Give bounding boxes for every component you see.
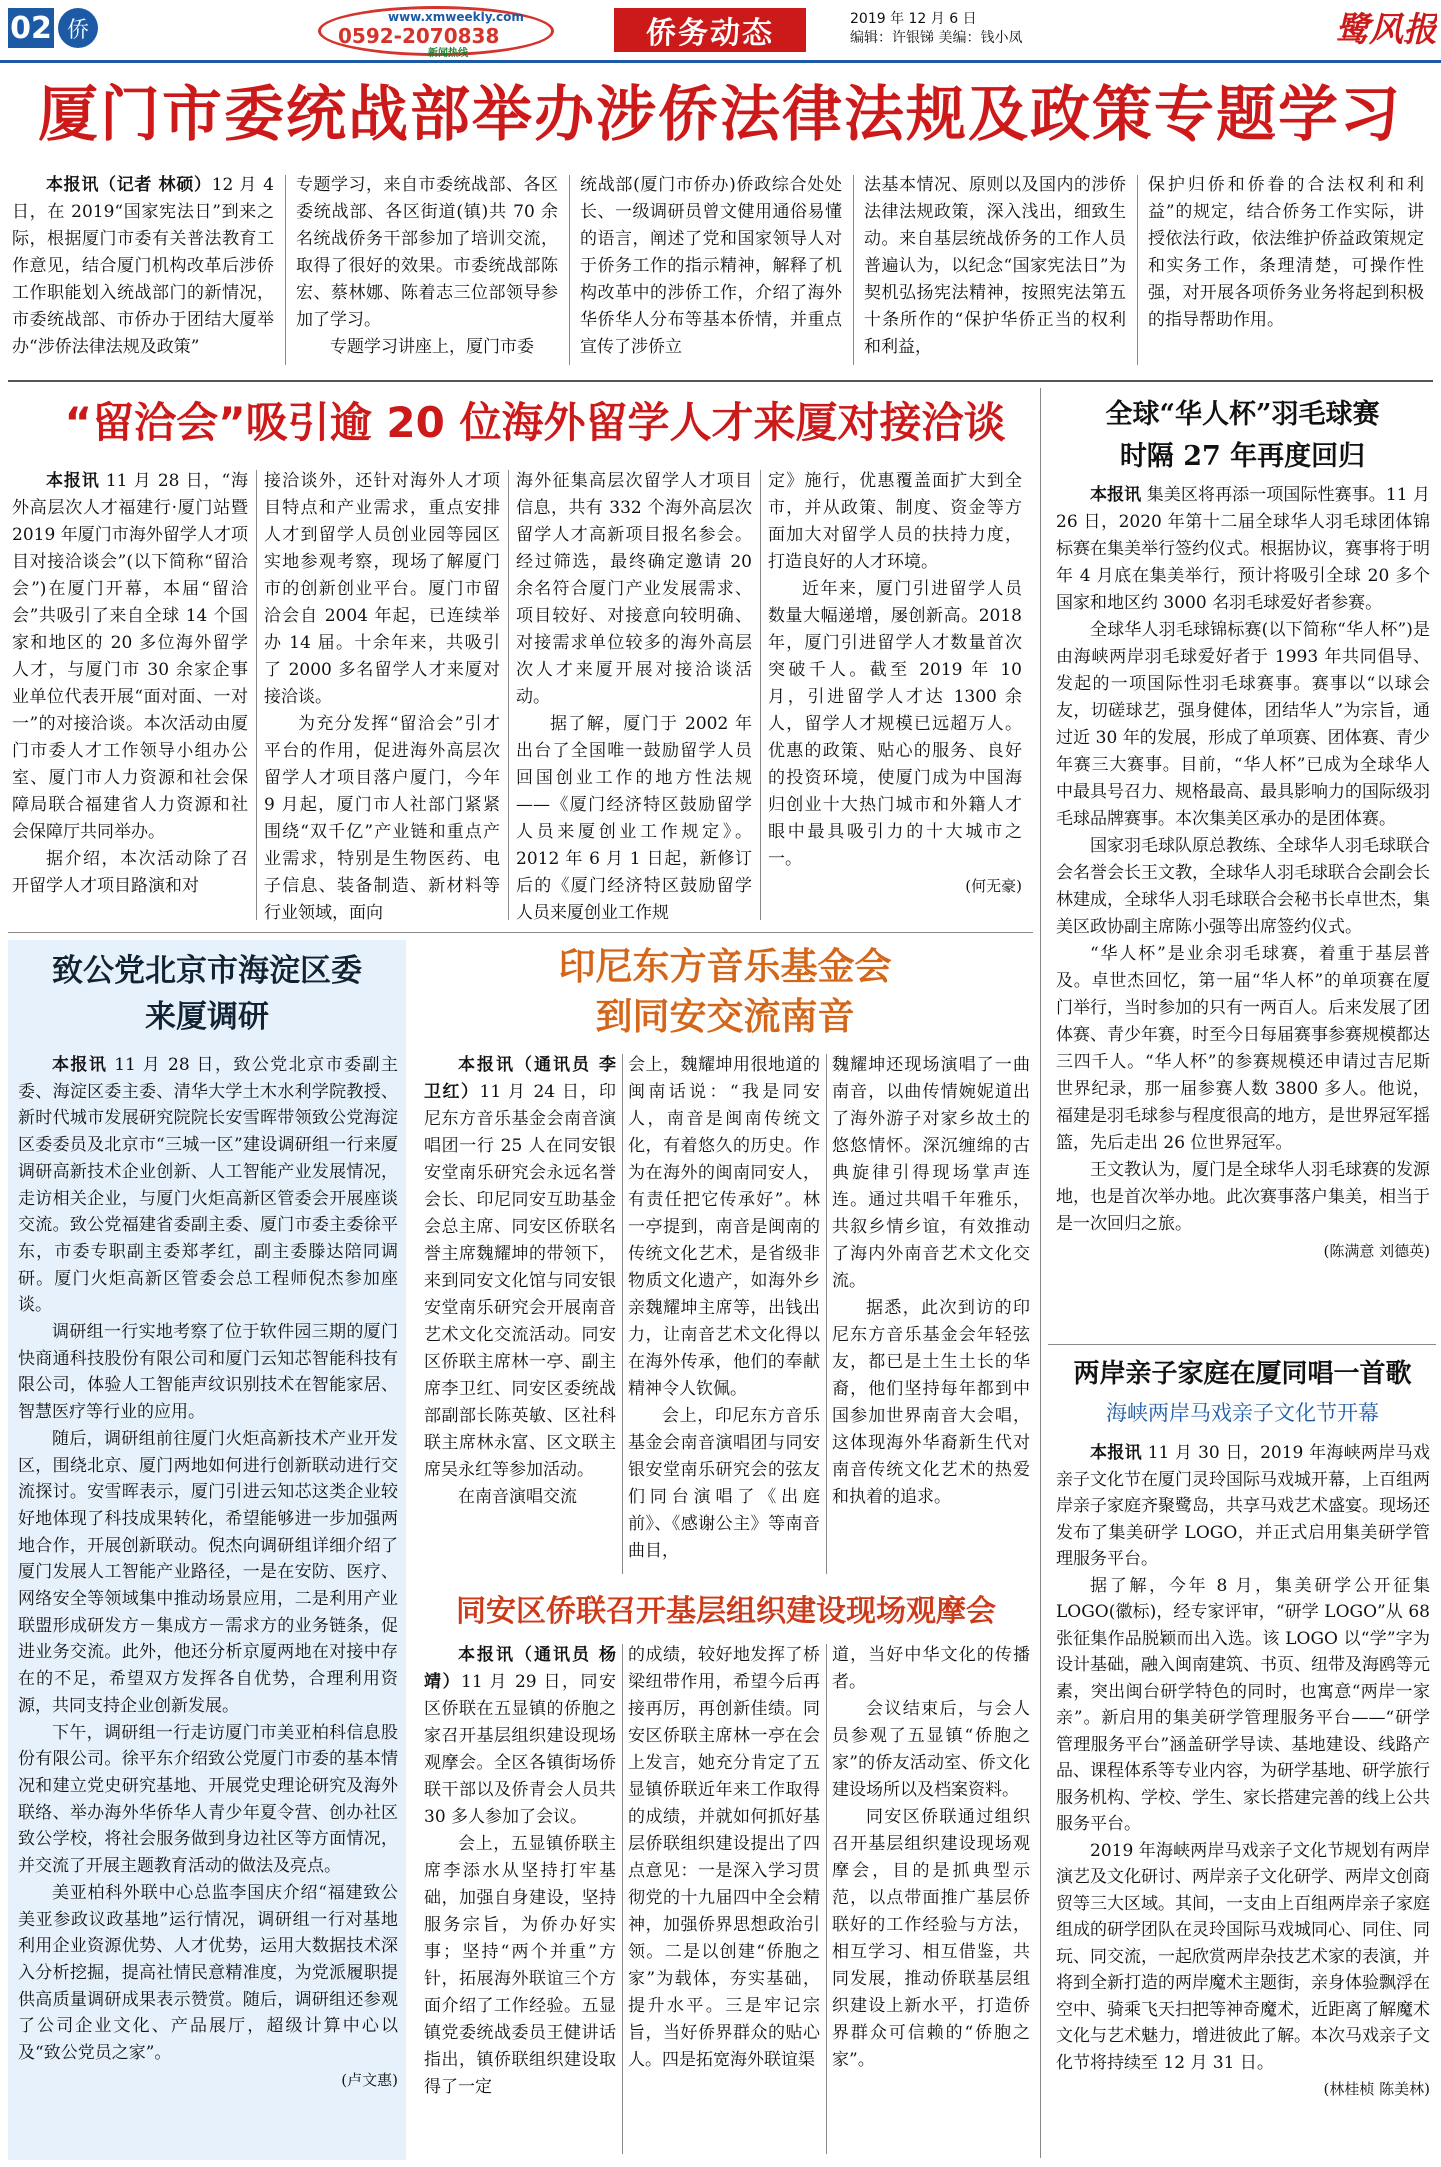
article2-text-2b: 为充分发挥“留洽会”引才平台的作用，促进海外高层次留学人才项目落户厦门，今年 9 月起，厦门市人社部门紧紧围绕“双千亿”产业链和重点产业需求，特别是生物医药、电子信息、装备制造、新材料等行业领域，面向 — [264, 714, 500, 923]
col-divider — [285, 175, 286, 365]
article2-text-2a: 接洽谈外，还针对海外人才项目特点和产业需求，重点安排人才到留学人员创业园等园区实地参观考察，现场了解厦门市的创新创业平台。厦门市留洽会自 2004 年起，已连续举办 14 届。十余年来，共吸引了 2000 多名留学人才来厦对接洽谈。 — [264, 471, 500, 707]
article5-headline — [420, 942, 1030, 1046]
article3-body — [1056, 482, 1430, 1382]
article6-text-3b: 会议结束后，与会人员参观了五显镇“侨胞之家”的侨友活动室、侨文化建设场所以及档案资料。 — [832, 1699, 1030, 1800]
article4-text-2: 调研组一行实地考察了位于软件园三期的厦门快商通科技股份有限公司和厦门云知芯智能科技有限公司，体验人工智能声纹识别技术在智能家居、智慧医疗等行业的应用。 — [18, 1322, 398, 1423]
article2-byline: (何无豪) — [965, 877, 1022, 895]
article4-title-line1: 致公党北京市海淀区委 — [52, 953, 362, 989]
article3-text-4: “华人杯”是业余羽毛球赛，着重于基层普及。卓世杰回忆，第一届“华人杯”的单项赛在厦门举行，当时参加的只有一两百人。后来发展了团体赛、青少年赛，时至今日每届赛事参赛规模都达三四千人。“华人杯”的参赛规模还申请过吉尼斯世界纪录，那一届参赛人数 3800 多人。他说，福建是羽毛球参与程度很高的地方，是世界冠军摇篮，先后走出 26 位世界冠军。 — [1056, 944, 1430, 1153]
col-divider — [1137, 175, 1138, 365]
article2-text-4a: 定》施行，优惠覆盖面扩大到全市，并从政策、制度、资金等方面加大对留学人员的扶持力度，打造良好的人才环境。 — [768, 471, 1022, 572]
article3-text-1: 集美区将再添一项国际性赛事。11 月 26 日，2020 年第十二届全球华人羽毛球团体锦标赛在集美举行签约仪式。根据协议，赛事将于明年 4 月底在集美举行，预计将吸引全球 20 多个国家和地区约 3000 名羽毛球爱好者参赛。 — [1056, 485, 1430, 613]
article4-text-4: 下午，调研组一行走访厦门市美亚柏科信息股份有限公司。徐平东介绍致公党厦门市委的基本情况和建立党史研究基地、开展党史理论研究及海外联络、举办海外华侨华人青少年夏令营、创办社区致公学校，将社会服务做到身边社区等方面情况，并交流了开展主题教育活动的做法及亮点。 — [18, 1722, 398, 1877]
article7-source: 本报讯 — [1090, 1443, 1142, 1463]
issue-date: 2019 年 12 月 6 日 — [850, 11, 977, 27]
page-number: 02 — [8, 8, 54, 48]
article6-text-3a: 道，当好中华文化的传播者。 — [832, 1645, 1030, 1692]
article3-text-5: 王文教认为，厦门是全球华人羽毛球赛的发源地，也是首次举办地。此次赛事落户集美，相当于是一次回归之旅。 — [1056, 1160, 1430, 1234]
article5-title-line1: 印尼东方音乐基金会 — [558, 945, 892, 988]
article2-source: 本报讯 — [46, 471, 100, 491]
article6-text-1b: 会上，五显镇侨联主席李添水从坚持打牢基础，加强自身建设，坚持服务宗旨，为侨办好实事；坚持“两个并重”方针，拓展海外联谊三个方面介绍了工作经验。五显镇党委统战委员王健讲话指出，镇侨联组织建设取得了一定 — [424, 1834, 616, 2097]
article2-col2 — [264, 468, 500, 928]
article5-text-1b: 在南音演唱交流 — [458, 1487, 577, 1507]
article2-col3 — [516, 468, 752, 928]
article7-title-line2: 海峡两岸马戏亲子文化节开幕 — [1106, 1401, 1379, 1425]
article2-text-3a: 海外征集高层次留学人才项目信息，共有 332 个海外高层次留学人才高新项目报名参会。经过筛选，最终确定邀请 20 余名符合厦门产业发展需求、项目较好、对接意向较明确、对接需求单位较多的海外高层次人才来厦开展对接洽谈活动。 — [516, 471, 752, 707]
article1-text-1: 12 月 4 日，在 2019“国家宪法日”到来之际，根据厦门市委有关普法教育工作意见，结合厦门机构改革后涉侨工作职能划入统战部门的新情况，市委统战部、市侨办于团结大厦举办“涉侨法律法规及政策” — [12, 175, 274, 357]
article4-text-1: 11 月 28 日，致公党北京市委副主委、海淀区委主委、清华大学土木水利学院教授、新时代城市发展研究院院长安雪晖带领致公党海淀区委委员及北京市“三城一区”建设调研组一行来厦调研高新技术企业创新、人工智能产业发展情况，走访相关企业，与厦门火炬高新区管委会开展座谈交流。致公党福建省委副主委、厦门市委主委徐平东，市委专职副主委郑孝红，副主委滕达陪同调研。厦门火炬高新区管委会总工程师倪杰参加座谈。 — [18, 1055, 398, 1316]
editors-line: 编辑：许银锑 美编：钱小凤 — [850, 30, 1023, 46]
article2-text-4b: 近年来，厦门引进留学人员数量大幅递增，屡创新高。2018 年，厦门引进留学人才数量首次突破千人。截至 2019 年 10 月，引进留学人才达 1300 余人，留学人才规模已远超万人。优惠的政策、贴心的服务、良好的投资环境，使厦门成为中国海归创业十大热门城市和外籍人才眼中最具吸引力的十大城市之一。 — [768, 579, 1022, 869]
article4-source: 本报讯 — [52, 1055, 108, 1075]
article1-col4 — [864, 172, 1126, 372]
article3-source: 本报讯 — [1090, 485, 1142, 505]
article6-col3 — [832, 1642, 1030, 2160]
article6-headline: 同安区侨联召开基层组织建设现场观摩会 — [456, 1594, 996, 1629]
article5-text-2b: 会上，印尼东方音乐基金会南音演唱团与同安银安堂南乐研究会的弦友们同台演唱了《出庭前》、《感谢公主》等南音曲目， — [628, 1406, 820, 1561]
article5-title-line2: 到同安交流南音 — [595, 995, 855, 1038]
article7-text-2: 据了解，今年 8 月，集美研学公开征集 LOGO(徽标)，经专家评审，“研学 LOGO”从 68 张征集作品脱颖而出入选。该 LOGO 以“学”字为设计基础，融入闽南建筑、书页、纽带及海鸥等元素，突出闽台研学特色的同时，也寓意“两岸一家亲”。新启用的集美研学管理服务平台——“研学管理服务平台”涵盖研学导读、基地建设、线路产品、课程体系等专业内容，为研学基地、研学旅行服务机构、学校、学生、家长搭建完善的线上公共服务平台。 — [1056, 1575, 1430, 1834]
article1-text-2b: 专题学习讲座上，厦门市委 — [330, 337, 534, 357]
article1-text-4: 法基本情况、原则以及国内的涉侨法律法规政策，深入浅出，细致生动。来自基层统战侨务的工作人员普遍认为，以纪念“国家宪法日”为契机弘扬宪法精神，按照宪法第五十条所作的“保护华侨正当的权利和利益， — [864, 175, 1126, 357]
col-divider — [622, 1644, 623, 2154]
article5-col3 — [832, 1052, 1030, 1582]
article6-text-1a: 11 月 29 日，同安区侨联在五显镇的侨胞之家召开基层组织建设现场观摩会。全区各镇街场侨联干部以及侨青会人员共 30 多人参加了会议。 — [424, 1672, 616, 1827]
article1-col1 — [12, 172, 274, 372]
col-divider — [569, 175, 570, 365]
article6-text-3c: 同安区侨联通过组织召开基层组织建设现场观摩会，目的是抓典型示范，以点带面推广基层侨联好的工作经验与方法，相互学习、相互借鉴，共同发展，推动侨联基层组织建设上新水平，打造侨界群众可信赖的“侨胞之家”。 — [832, 1807, 1030, 2070]
article1-text-5: 保护归侨和侨眷的合法权利和利益”的规定，结合侨务工作实际，讲授依法行政，依法维护侨益政策规定和实务工作，条理清楚，可操作性强，对开展各项侨务业务将起到积极的指导帮助作用。 — [1148, 175, 1424, 330]
article5-source: 本报讯（通讯员 李卫红） — [424, 1055, 616, 1102]
article3-title-line1: 全球“华人杯”羽毛球赛 — [1105, 399, 1380, 430]
article7-title-line1: 两岸亲子家庭在厦同唱一首歌 — [1073, 1359, 1412, 1389]
article5-text-1a: 11 月 24 日，印尼东方音乐基金会南音演唱团一行 25 人在同安银安堂南乐研究会永远名誉会长、印尼同安互助基金会总主席、同安区侨联名誉主席魏耀坤的带领下，来到同安文化馆与同安银安堂南乐研究会开展南音艺术文化交流活动。同安区侨联主席林一亭、副主席李卫红、同安区委统战部副部长陈英敏、区社科联主席林永富、区文联主席吴永红等参加活动。 — [424, 1082, 616, 1480]
article2-text-1a: 11 月 28 日，“海外高层次人才福建行·厦门站暨 2019 年厦门市海外留学人才项目对接洽谈会”(以下简称“留洽会”)在厦门开幕，本届“留洽会”共吸引了来自全球 14 个国家和地区的 20 多位海外留学人才，与厦门市 30 余家企事业单位代表开展“面对面、一对一”的对接洽谈。本次活动由厦门市委人才工作领导小组办公室、厦门市人力资源和社会保障局联合福建省人力资源和社会保障厅共同举办。 — [12, 471, 248, 842]
section-title: 侨务动态 — [614, 8, 806, 52]
article6-text-2: 的成绩，较好地发挥了桥梁纽带作用，希望今后再接再厉，再创新佳绩。同安区侨联主席林一亭在会上发言，她充分肯定了五显镇侨联近年来工作取得的成绩，并就如何抓好基层侨联组织建设提出了四点意见：一是深入学习贯彻党的十九届四中全会精神，加强侨界思想政治引领。二是以创建“侨胞之家”为载体，夯实基础，提升水平。三是牢记宗旨，当好侨界群众的贴心人。四是拓宽海外联谊渠 — [628, 1645, 820, 2070]
article1-text-2a: 专题学习，来自市委统战部、各区委统战部、各区街道(镇)共 70 余名统战侨务干部参加了培训交流，取得了很好的效果。市委统战部陈宏、蔡林娜、陈着志三位部领导参加了学习。 — [296, 175, 558, 330]
col-divider — [622, 1054, 623, 1574]
right-column-divider — [1040, 388, 1041, 2158]
article1-col5 — [1148, 172, 1424, 372]
article2-col4 — [768, 468, 1022, 928]
paper-name: 鹭风报 — [1335, 10, 1437, 50]
article7-text-1: 11 月 30 日，2019 年海峡两岸马戏亲子文化节在厦门灵玲国际马戏城开幕，上百组两岸亲子家庭齐聚鹭岛，共享马戏艺术盛宴。现场还发布了集美研学 LOGO，并正式启用集美研学管理服务平台。 — [1056, 1443, 1430, 1569]
col-divider — [508, 470, 509, 920]
article1-source: 本报讯（记者 林硕） — [46, 175, 212, 195]
col-divider — [853, 175, 854, 365]
article1-col2 — [296, 172, 558, 372]
article2-text-3b: 据了解，厦门于 2002 年出台了全国唯一鼓励留学人员回国创业工作的地方性法规——《厦门经济特区鼓励留学人员来厦创业工作规定》。2012 年 6 月 1 日起，新修订后的《厦门经济特区鼓励留学人员来厦创业工作规 — [516, 714, 752, 923]
col-divider — [760, 470, 761, 920]
article3-bottom-rule — [1048, 1344, 1436, 1345]
article4-byline: (卢文惠) — [341, 2070, 398, 2089]
article2-headline: “留洽会”吸引逾 20 位海外留学人才来厦对接洽谈 — [64, 398, 1006, 447]
article5-col2 — [628, 1052, 820, 1582]
article3-byline: (陈满意 刘德英) — [1323, 1242, 1430, 1260]
article2-bottom-rule — [8, 932, 1033, 933]
section-logo-icon: 侨 — [58, 8, 98, 48]
article7-byline: (林桂桢 陈美林) — [1323, 2080, 1430, 2098]
masthead-rule — [0, 60, 1441, 63]
article4-body — [18, 1052, 398, 2156]
article4-headline — [14, 948, 400, 1048]
article1-headline: 厦门市委统战部举办涉侨法律法规及政策专题学习 — [38, 80, 1402, 150]
article3-text-2: 全球华人羽毛球锦标赛(以下简称“华人杯”)是由海峡两岸羽毛球爱好者于 1993 年共同倡导、发起的一项国际性羽毛球赛事。赛事以“以球会友，切磋球艺，强身健体，团结华人”为宗旨，通过近 30 年的发展，形成了单项赛、团体赛、青少年赛三大赛事。目前，“华人杯”已成为全球华人中最具号召力、规格最高、最具影响力的国际级羽毛球品牌赛事。本次集美区承办的是团体赛。 — [1056, 620, 1430, 829]
ad-phone: 0592-2070838 — [338, 24, 500, 48]
article2-text-1b: 据介绍，本次活动除了召开留学人才项目路演和对 — [12, 849, 248, 896]
article3-headline — [1050, 394, 1435, 480]
article4-title-line2: 来厦调研 — [145, 999, 269, 1035]
article6-source: 本报讯（通讯员 杨靖） — [424, 1645, 616, 1692]
dateline — [850, 10, 1190, 48]
article5-col1 — [424, 1052, 616, 1582]
col-divider — [826, 1054, 827, 1574]
article5-text-3a: 魏耀坤还现场演唱了一曲南音，以曲传情婉妮道出了海外游子对家乡故土的悠悠情怀。深沉缠绵的古典旋律引得现场掌声连连。通过共唱千年雅乐，共叙乡情乡谊，有效推动了海内外南音艺术文化交流。 — [832, 1055, 1030, 1291]
article3-text-3: 国家羽毛球队原总教练、全球华人羽毛球联合会名誉会长王文教，全球华人羽毛球联合会副会长林建成，全球华人羽毛球联合会秘书长卓世杰，集美区政协副主席陈小强等出席签约仪式。 — [1056, 836, 1430, 937]
article5-text-3b: 据悉，此次到访的印尼东方音乐基金会年轻弦友，都已是土生土长的华裔，他们坚持每年都到中国参加世界南音大会唱，这体现海外华裔新生代对南音传统文化艺术的热爱和执着的追求。 — [832, 1298, 1030, 1507]
article4-text-5: 美亚柏科外联中心总监李国庆介绍“福建致公美亚参政议政基地”运行情况，调研组一行对基地利用企业资源优势、人才优势，运用大数据技术深入分析挖掘，提高社情民意精准度，为党派履职提供高质量调研成果表示赞赏。随后，调研组还参观了公司企业文化、产品展厅，超级计算中心以及“致公党员之家”。 — [18, 1882, 398, 2064]
article7-body — [1056, 1440, 1430, 2160]
article6-col1 — [424, 1642, 616, 2160]
col-divider — [256, 470, 257, 920]
article3-title-line2: 时隔 27 年再度回归 — [1119, 441, 1366, 472]
article1-text-3: 统战部(厦门市侨办)侨政综合处处长、一级调研员曾文健用通俗易懂的语言，阐述了党和国家领导人对于侨务工作的指示精神，解释了机构改革中的涉侨工作，介绍了海外华侨华人分布等基本侨情，并重点宣传了涉侨立 — [580, 175, 842, 357]
article5-text-2a: 会上，魏耀坤用很地道的闽南话说：“我是同安人，南音是闽南传统文化，有着悠久的历史。作为在海外的闽南同安人，有责任把它传承好”。林一亭提到，南音是闽南的传统文化艺术，是省级非物质文化遗产，如海外乡亲魏耀坤主席等，出钱出力，让南音艺术文化得以在海外传承，他们的奉献精神令人钦佩。 — [628, 1055, 820, 1399]
article1-col3 — [580, 172, 842, 372]
article7-headline — [1050, 1352, 1435, 1436]
article2-col1 — [12, 468, 248, 928]
article7-text-3: 2019 年海峡两岸马戏亲子文化节规划有两岸演艺及文化研讨、两岸亲子文化研学、两岸文创商贸等三大区域。其间，一支由上百组两岸亲子家庭组成的研学团队在灵玲国际马戏城同心、同住、同玩、同交流，一起欣赏两岸杂技艺术家的表演，并将到全新打造的两岸魔术主题街，亲身体验飘浮在空中、骑乘飞天扫把等神奇魔术，近距离了解魔术文化与艺术魅力，增进彼此了解。本次马戏亲子文化节将持续至 12 月 31 日。 — [1056, 1840, 1430, 2073]
article6-col2 — [628, 1642, 820, 2160]
hotline-ad — [318, 4, 554, 58]
ad-url: www.xmweekly.com — [388, 10, 524, 24]
article4-text-3: 随后，调研组前往厦门火炬高新技术产业开发区，围绕北京、厦门两地如何进行创新联动进行交流探讨。安雪晖表示，厦门引进云知芯这类企业较好地体现了科技成果转化，希望能够进一步加强两地合作，开展创新联动。倪杰向调研组详细介绍了厦门发展人工智能产业路径，一是在安防、医疗、网络安全等领域集中推动场景应用，二是利用产业联盟形成研发方－集成方－需求方的业务链条，促进业务交流。此外，他还分析京厦两地在对接中存在的不足，希望双方发挥各自优势，合理利用资源，共同支持企业创新发展。 — [18, 1428, 398, 1716]
col-divider — [826, 1644, 827, 2154]
article1-bottom-rule — [8, 380, 1433, 382]
ad-tagline: 新闻热线 — [428, 48, 468, 58]
